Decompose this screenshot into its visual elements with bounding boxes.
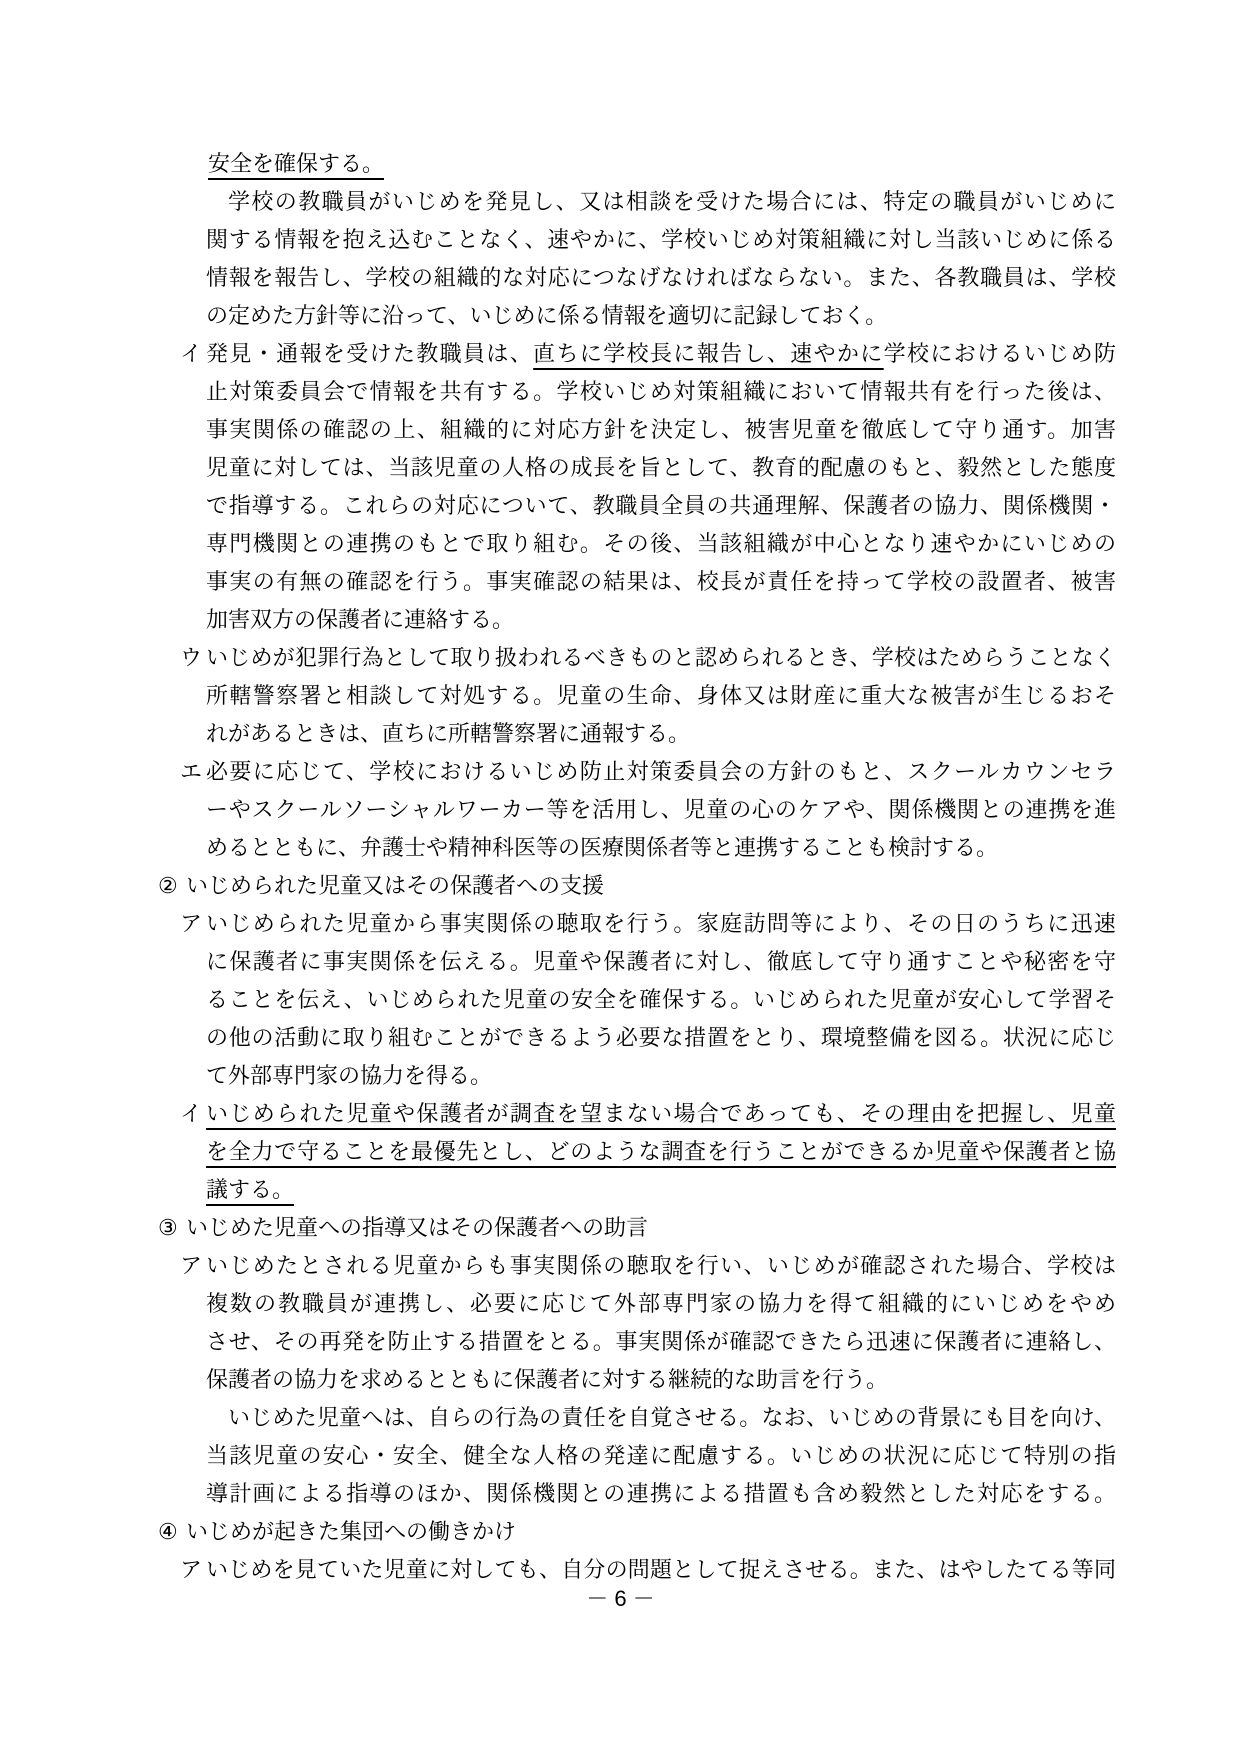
text-line (206, 1323, 1116, 1361)
text-line (206, 449, 1116, 487)
list-marker: エ (180, 759, 203, 784)
text-line (228, 1399, 1116, 1437)
text-segment: 当該児童の安心・安全、健全な人格の発達に配慮する。いじめの状況に応じて特別の指 (206, 1443, 1116, 1468)
text-line (158, 867, 1241, 905)
text-line (206, 1019, 1116, 1057)
text-line (180, 753, 1116, 791)
text-segment: めるとともに、弁護士や精神科医等の医療関係者等と連携することも検討する。 (206, 835, 999, 860)
text-segment: 所轄警察署と相談して対処する。児童の生命、身体又は財産に重大な被害が生じるおそ (206, 683, 1116, 708)
text-line (206, 1171, 1241, 1209)
text-segment: いじめた児童へは、自らの行為の責任を自覚させる。なお、いじめの背景にも目を向け、 (228, 1405, 1116, 1430)
text-segment: 学校の教職員がいじめを発見し、又は相談を受けた場合には、特定の職員がいじめに (228, 189, 1116, 214)
text-line (158, 1209, 1241, 1247)
text-line (206, 715, 1241, 753)
list-marker: ア (180, 1253, 203, 1278)
list-marker: ア (180, 1557, 203, 1582)
underlined-text: 議する。 (206, 1177, 295, 1202)
text-segment: に保護者に事実関係を伝える。児童や保護者に対し、徹底して守り通すことや秘密を守 (206, 949, 1116, 974)
text-line (206, 791, 1116, 829)
text-segment: 導計画による指導のほか、関係機関との連携による措置も含め毅然とした対応をする。 (206, 1481, 1116, 1506)
text-segment: いじめた児童への指導又はその保護者への助言 (186, 1215, 649, 1240)
list-marker: ウ (180, 645, 203, 670)
text-segment: 加害双方の保護者に連絡する。 (206, 607, 515, 632)
text-segment: いじめたとされる児童からも事実関係の聴取を行い、いじめが確認された場合、学校は (206, 1253, 1116, 1278)
text-segment: いじめを見ていた児童に対しても、自分の問題として捉えさせる。また、はやしたてる等同 (206, 1557, 1116, 1582)
text-line (206, 259, 1116, 297)
text-segment: の定めた方針等に沿って、いじめに係る情報を適切に記録しておく。 (206, 303, 888, 328)
text-line (206, 1475, 1116, 1513)
text-line (206, 829, 1241, 867)
underlined-text: 直ちに学校長に報告し、速やかに (533, 341, 884, 366)
text-segment: ることを伝え、いじめられた児童の安全を確保する。いじめられた児童が安心して学習そ (206, 987, 1116, 1012)
text-segment: で指導する。これらの対応について、教職員全員の共通理解、保護者の協力、関係機関・ (206, 493, 1116, 518)
text-line (228, 183, 1116, 221)
text-segment: 保護者の協力を求めるとともに保護者に対する継続的な助言を行う。 (206, 1367, 889, 1392)
text-line (206, 525, 1116, 563)
text-segment: 事実の有無の確認を行う。事実確認の結果は、校長が責任を持って学校の設置者、被害 (206, 569, 1116, 594)
underlined-text: いじめられた児童や保護者が調査を望まない場合であっても、その理由を把握し、児童 (206, 1101, 1116, 1126)
text-line (206, 373, 1116, 411)
text-line (206, 601, 1241, 639)
text-segment: 止対策委員会で情報を共有する。学校いじめ対策組織において情報共有を行った後は、 (206, 379, 1116, 404)
text-line (206, 943, 1116, 981)
text-line (208, 145, 1241, 183)
text-line (206, 1057, 1241, 1095)
list-marker: ② (158, 873, 178, 898)
text-line (180, 905, 1116, 943)
text-segment: て外部専門家の協力を得る。 (206, 1063, 493, 1088)
list-marker: ④ (158, 1519, 178, 1544)
text-line (206, 1361, 1241, 1399)
text-line (206, 1285, 1116, 1323)
text-line (206, 297, 1241, 335)
text-line (180, 335, 1116, 373)
text-segment: れがあるときは、直ちに所轄警察署に通報する。 (206, 721, 691, 746)
text-segment: 児童に対しては、当該児童の人格の成長を旨として、教育的配慮のもと、毅然とした態度 (206, 455, 1116, 480)
text-segment: 専門機関との連携のもとで取り組む。その後、当該組織が中心となり速やかにいじめの (206, 531, 1116, 556)
text-segment: 情報を報告し、学校の組織的な対応につなげなければならない。また、各教職員は、学校 (206, 265, 1116, 290)
text-line (158, 1513, 1241, 1551)
underlined-text: 安全を確保する。 (208, 151, 385, 176)
list-marker: ③ (158, 1215, 178, 1240)
text-segment: の他の活動に取り組むことができるよう必要な措置をとり、環境整備を図る。状況に応じ (206, 1025, 1116, 1050)
list-marker: イ (180, 341, 203, 366)
text-line (180, 1095, 1116, 1133)
text-segment: 必要に応じて、学校におけるいじめ防止対策委員会の方針のもと、スクールカウンセラ (206, 759, 1116, 784)
text-segment: いじめが起きた集団への働きかけ (186, 1519, 517, 1544)
text-segment: 発見・通報を受けた教職員は、 (206, 341, 534, 366)
text-line (206, 487, 1116, 525)
text-segment: ーやスクールソーシャルワーカー等を活用し、児童の心のケアや、関係機関との連携を進 (206, 797, 1116, 822)
text-line (206, 1437, 1116, 1475)
text-line (206, 981, 1116, 1019)
text-segment: いじめられた児童又はその保護者への支援 (186, 873, 605, 898)
underlined-text: を全力で守ることを最優先とし、どのような調査を行うことができるか児童や保護者と協 (206, 1139, 1116, 1164)
text-line (180, 639, 1116, 677)
text-segment: 関する情報を抱え込むことなく、速やかに、学校いじめ対策組織に対し当該いじめに係る (206, 227, 1116, 252)
text-segment: いじめられた児童から事実関係の聴取を行う。家庭訪問等により、その日のうちに迅速 (206, 911, 1116, 936)
text-line (206, 677, 1116, 715)
text-line (180, 1247, 1116, 1285)
text-segment: 事実関係の確認の上、組織的に対応方針を決定し、被害児童を徹底して守り通す。加害 (206, 417, 1116, 442)
text-segment: 複数の教職員が連携し、必要に応じて外部専門家の協力を得て組織的にいじめをやめ (206, 1291, 1116, 1316)
text-segment: いじめが犯罪行為として取り扱われるべきものと認められるとき、学校はためらうことなく (206, 645, 1116, 670)
text-line (206, 563, 1116, 601)
text-line (206, 221, 1116, 259)
text-line (206, 1133, 1116, 1171)
text-segment: 学校におけるいじめ防 (883, 341, 1116, 366)
list-marker: ア (180, 911, 203, 936)
text-segment: させ、その再発を防止する措置をとる。事実関係が確認できたら迅速に保護者に連絡し、 (206, 1329, 1116, 1354)
list-marker: イ (180, 1101, 203, 1126)
text-line (206, 411, 1116, 449)
page-number: － 6 － (586, 1586, 655, 1611)
